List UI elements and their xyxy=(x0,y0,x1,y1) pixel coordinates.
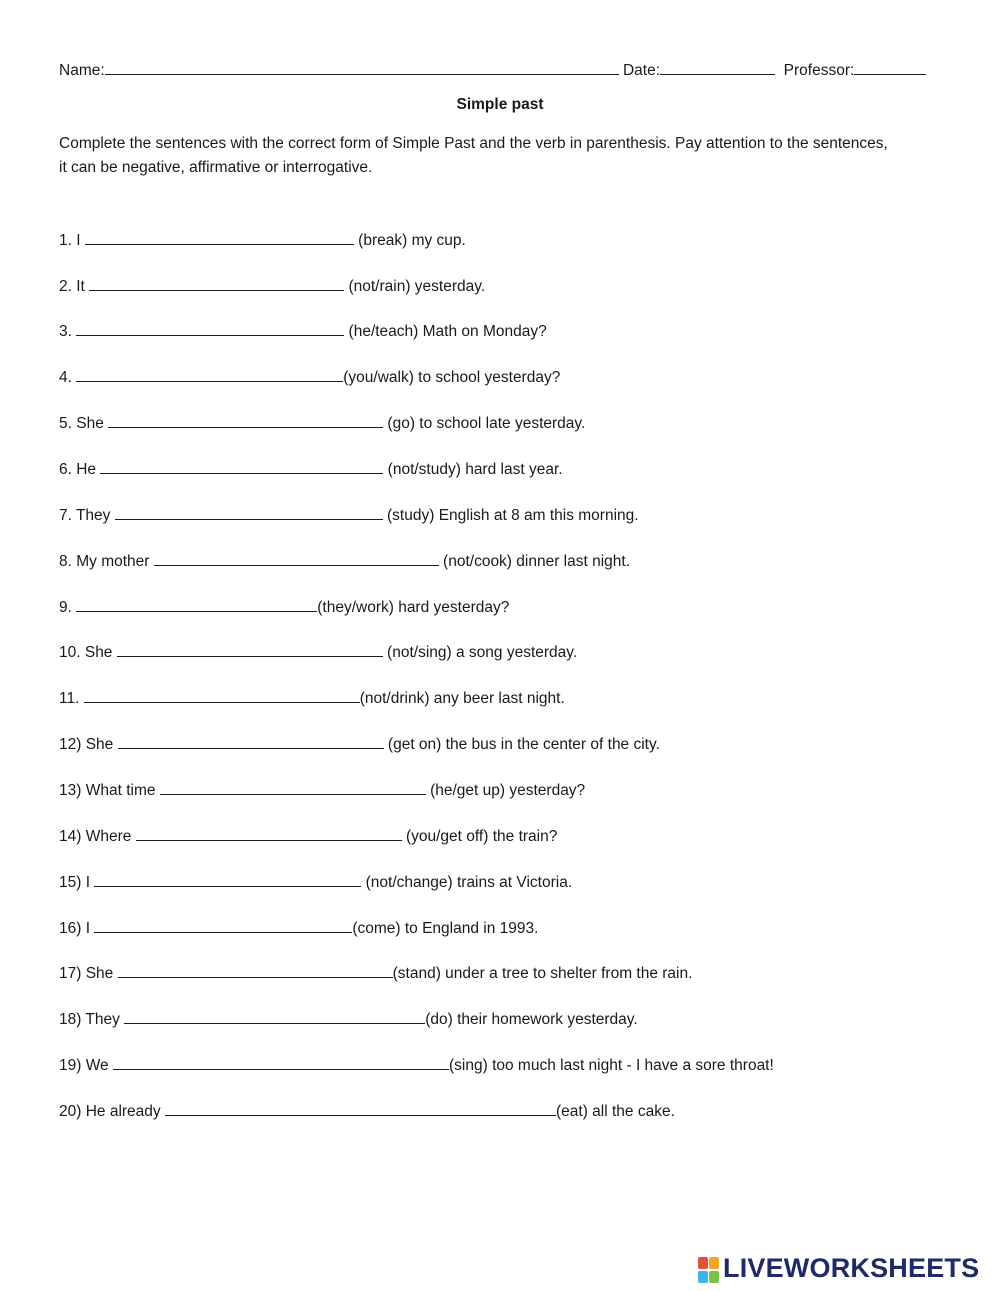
question-10-suffix: (not/sing) a song yesterday. xyxy=(382,644,578,661)
logo-cubes-icon xyxy=(698,1257,720,1285)
name-input[interactable] xyxy=(105,60,619,75)
answer-input-5[interactable] xyxy=(108,413,383,428)
question-12-suffix: (get on) the bus in the center of the city. xyxy=(383,736,660,753)
question-15-suffix: (not/change) trains at Victoria. xyxy=(361,874,573,891)
question-7-prefix: 7. They xyxy=(59,507,115,524)
question-13-prefix: 13) What time xyxy=(59,782,160,799)
question-3 xyxy=(59,321,959,343)
question-7-suffix: (study) English at 8 am this morning. xyxy=(382,507,639,524)
answer-input-8[interactable] xyxy=(154,551,439,566)
question-1-suffix: (break) my cup. xyxy=(353,232,466,249)
logo-text: LIVEWORKSHEETS xyxy=(723,1253,980,1283)
answer-input-10[interactable] xyxy=(117,642,383,657)
question-11-suffix: (not/drink) any beer last night. xyxy=(359,690,565,707)
answer-input-1[interactable] xyxy=(85,230,354,245)
question-14-prefix: 14) Where xyxy=(59,828,136,845)
question-18-suffix: (do) their homework yesterday. xyxy=(425,1011,638,1028)
answer-input-14[interactable] xyxy=(136,826,402,841)
question-16-prefix: 16) I xyxy=(59,920,95,937)
question-5 xyxy=(59,413,959,435)
answer-input-7[interactable] xyxy=(115,505,383,520)
question-3-prefix: 3. xyxy=(59,323,77,340)
question-11 xyxy=(59,688,959,710)
liveworksheets-logo xyxy=(698,1253,998,1287)
answer-input-19[interactable] xyxy=(113,1055,449,1070)
question-9-suffix: (they/work) hard yesterday? xyxy=(317,599,510,616)
instructions-text: Complete the sentences with the correct form of Simple Past and the verb in parenthesis. Pay attention to the sentences, it can be negative, affirmative or interrogative. xyxy=(59,135,888,176)
question-14 xyxy=(59,826,959,848)
question-13-suffix: (he/get up) yesterday? xyxy=(425,782,586,799)
question-4-prefix: 4. xyxy=(59,369,77,386)
question-17-prefix: 17) She xyxy=(59,965,118,982)
question-10 xyxy=(59,642,959,664)
question-12-prefix: 12) She xyxy=(59,736,118,753)
question-20 xyxy=(59,1101,959,1123)
answer-input-18[interactable] xyxy=(124,1009,425,1024)
logo-cube-e xyxy=(709,1271,719,1283)
question-16 xyxy=(59,918,959,940)
question-19-suffix: (sing) too much last night - I have a sore throat! xyxy=(449,1057,774,1074)
question-19 xyxy=(59,1055,959,1077)
answer-input-4[interactable] xyxy=(76,367,343,382)
question-18 xyxy=(59,1009,959,1031)
logo-cube-i xyxy=(709,1257,719,1269)
date-input[interactable] xyxy=(660,60,775,75)
answer-input-20[interactable] xyxy=(165,1101,556,1116)
question-5-prefix: 5. She xyxy=(59,415,109,432)
question-20-prefix: 20) He already xyxy=(59,1103,165,1120)
answer-input-16[interactable] xyxy=(94,918,352,933)
logo-cube-v xyxy=(698,1271,708,1283)
question-16-suffix: (come) to England in 1993. xyxy=(352,920,539,937)
answer-input-13[interactable] xyxy=(160,780,426,795)
question-6 xyxy=(59,459,959,481)
question-9 xyxy=(59,597,959,619)
question-6-suffix: (not/study) hard last year. xyxy=(383,461,563,478)
question-2 xyxy=(59,276,959,298)
question-5-suffix: (go) to school late yesterday. xyxy=(383,415,586,432)
question-2-prefix: 2. It xyxy=(59,278,90,295)
question-1 xyxy=(59,230,959,252)
page-title: Simple past xyxy=(456,96,544,113)
question-15-prefix: 15) I xyxy=(59,874,95,891)
question-4 xyxy=(59,367,959,389)
question-8 xyxy=(59,551,959,573)
question-4-suffix: (you/walk) to school yesterday? xyxy=(343,369,561,386)
question-19-prefix: 19) We xyxy=(59,1057,113,1074)
question-11-prefix: 11. xyxy=(59,690,84,707)
question-20-suffix: (eat) all the cake. xyxy=(555,1103,675,1120)
professor-input[interactable] xyxy=(854,60,926,75)
question-14-suffix: (you/get off) the train? xyxy=(401,828,558,845)
answer-input-9[interactable] xyxy=(76,597,317,612)
question-12 xyxy=(59,734,959,756)
question-8-suffix: (not/cook) dinner last night. xyxy=(438,553,631,570)
question-17 xyxy=(59,963,959,985)
answer-input-2[interactable] xyxy=(89,276,344,291)
answer-input-6[interactable] xyxy=(100,459,383,474)
professor-label: Professor: xyxy=(783,62,855,79)
header-line xyxy=(59,60,939,80)
answer-input-17[interactable] xyxy=(118,963,393,978)
question-3-suffix: (he/teach) Math on Monday? xyxy=(344,323,547,340)
question-10-prefix: 10. She xyxy=(59,644,117,661)
date-label: Date: xyxy=(622,62,661,79)
question-13 xyxy=(59,780,959,802)
answer-input-11[interactable] xyxy=(84,688,360,703)
question-2-suffix: (not/rain) yesterday. xyxy=(344,278,486,295)
question-17-suffix: (stand) under a tree to shelter from the rain. xyxy=(392,965,693,982)
question-6-prefix: 6. He xyxy=(59,461,101,478)
logo-cube-l xyxy=(698,1257,708,1269)
question-7 xyxy=(59,505,959,527)
answer-input-12[interactable] xyxy=(118,734,384,749)
question-9-prefix: 9. xyxy=(59,599,77,616)
answer-input-3[interactable] xyxy=(76,321,344,336)
question-18-prefix: 18) They xyxy=(59,1011,125,1028)
question-15 xyxy=(59,872,959,894)
answer-input-15[interactable] xyxy=(94,872,361,887)
question-8-prefix: 8. My mother xyxy=(59,553,154,570)
name-label: Name: xyxy=(59,62,105,79)
question-1-prefix: 1. I xyxy=(59,232,85,249)
